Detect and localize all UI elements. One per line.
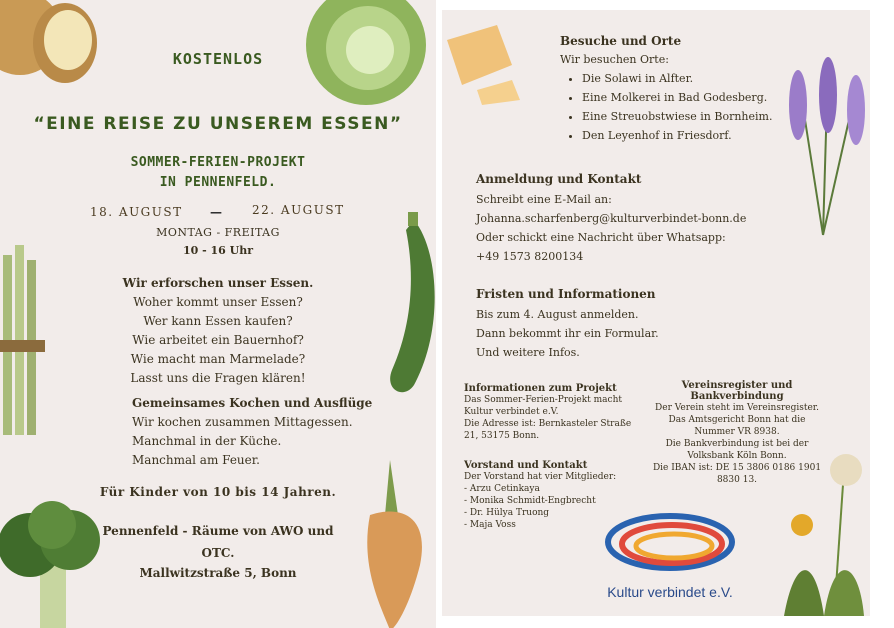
visits-list: [560, 69, 780, 145]
visits-section: [560, 34, 780, 145]
contact-line: Oder schickt eine Nachricht über Whatsapp:: [476, 231, 726, 244]
hours: 10 - 16 Uhr: [182, 244, 254, 257]
board-member: - Dr. Hülya Truong: [464, 508, 550, 518]
visits-heading: Besuche und Orte: [560, 34, 682, 48]
contact-line: Schreibt eine E-Mail an:: [476, 193, 612, 206]
cooking-heading: Gemeinsames Kochen und Ausflüge: [132, 396, 373, 410]
deadlines-section: [476, 287, 776, 362]
deadlines-line: Und weitere Infos.: [476, 346, 580, 359]
date-dash: —: [210, 205, 224, 219]
project-heading: Informationen zum Projekt: [464, 383, 617, 394]
cooking-section: [132, 394, 392, 470]
explore-line: Wie arbeitet ein Bauernhof?: [132, 333, 304, 347]
list-item: • Die Solawi in Alfter.: [582, 69, 780, 88]
date-start: 18. AUGUST: [90, 205, 183, 219]
explore-line: Lasst uns die Fragen klären!: [130, 371, 306, 385]
explore-line: Wer kann Essen kaufen?: [143, 314, 293, 328]
contact-section: [476, 172, 776, 266]
explore-line: Wie macht man Marmelade?: [130, 352, 306, 366]
register-line: Die IBAN ist: DE 15 3806 0186 1901: [652, 463, 822, 473]
deadlines-heading: Fristen und Informationen: [476, 287, 656, 301]
location: [0, 520, 436, 564]
board-heading: Vorstand und Kontakt: [464, 460, 588, 471]
deadlines-line: Dann bekommt ihr ein Formular.: [476, 327, 659, 340]
register-heading-line2: Bankverbindung: [690, 391, 784, 402]
age-range: Für Kinder von 10 bis 14 Jahren.: [99, 485, 337, 499]
flyer-back-page: [442, 10, 870, 616]
location-line2: OTC.: [201, 546, 235, 560]
project-info-section: [464, 383, 654, 442]
cooking-line: Wir kochen zusammen Mittagessen.: [132, 415, 353, 429]
visits-intro: Wir besuchen Orte:: [560, 53, 669, 66]
cooking-line: Manchmal in der Küche.: [132, 434, 282, 448]
register-section: [642, 380, 832, 486]
deadlines-line: Bis zum 4. August anmelden.: [476, 308, 639, 321]
board-member: - Arzu Cetinkaya: [464, 484, 540, 494]
subtitle-line2: IN PENNENFELD.: [159, 175, 277, 190]
kultur-verbindet-logo: [590, 508, 750, 603]
explore-heading: Wir erforschen unser Essen.: [122, 276, 314, 290]
register-line: 8830 13.: [716, 475, 758, 485]
register-line: Nummer VR 8938.: [694, 427, 780, 437]
list-item: • Den Leyenhof in Friesdorf.: [582, 126, 780, 145]
free-badge: KOSTENLOS: [172, 50, 264, 68]
explore-line: Woher kommt unser Essen?: [133, 295, 303, 309]
explore-section: [0, 274, 436, 388]
address: Mallwitzstraße 5, Bonn: [139, 566, 297, 580]
contact-heading: Anmeldung und Kontakt: [476, 172, 642, 186]
board-member: - Monika Schmidt-Engbrecht: [464, 496, 596, 506]
project-line: Das Sommer-Ferien-Projekt macht: [464, 395, 622, 405]
potato-icon: [0, 0, 110, 98]
project-line: 21, 53175 Bonn.: [464, 431, 540, 441]
subtitle-line1: SOMMER-FERIEN-PROJEKT: [130, 155, 306, 170]
register-line: Die Bankverbindung ist bei der: [665, 439, 809, 449]
weekdays: MONTAG - FREITAG: [156, 226, 280, 239]
register-heading-line1: Vereinsregister und: [681, 380, 793, 391]
contact-phone: +49 1573 8200134: [476, 250, 584, 263]
date-end: 22. AUGUST: [252, 203, 345, 217]
contact-email: Johanna.scharfenberg@kulturverbindet-bonn.de: [476, 212, 747, 225]
register-line: Volksbank Köln Bonn.: [687, 451, 787, 461]
register-line: Der Verein steht im Vereinsregister.: [655, 403, 819, 413]
flyer-front-page: [0, 0, 436, 628]
cheese-icon: [442, 20, 552, 105]
lavender-icon: [778, 45, 870, 245]
logo-swoosh-icon: [590, 508, 750, 578]
location-line1: Pennenfeld - Räume von AWO und: [102, 524, 334, 538]
list-item: • Eine Molkerei in Bad Godesberg.: [582, 88, 780, 107]
flyer-title: “EINE REISE ZU UNSEREM ESSEN”: [33, 114, 403, 134]
list-item: • Eine Streuobstwiese in Bornheim.: [582, 107, 780, 126]
logo-text: Kultur verbindet e.V.: [607, 584, 733, 600]
register-line: Das Amtsgericht Bonn hat die: [668, 415, 806, 425]
board-member: - Maja Voss: [464, 520, 516, 530]
board-intro: Der Vorstand hat vier Mitglieder:: [464, 472, 617, 482]
cooking-line: Manchmal am Feuer.: [132, 453, 260, 467]
project-line: Die Adresse ist: Bernkasteler Straße: [464, 419, 632, 429]
project-line: Kultur verbindet e.V.: [464, 407, 559, 417]
